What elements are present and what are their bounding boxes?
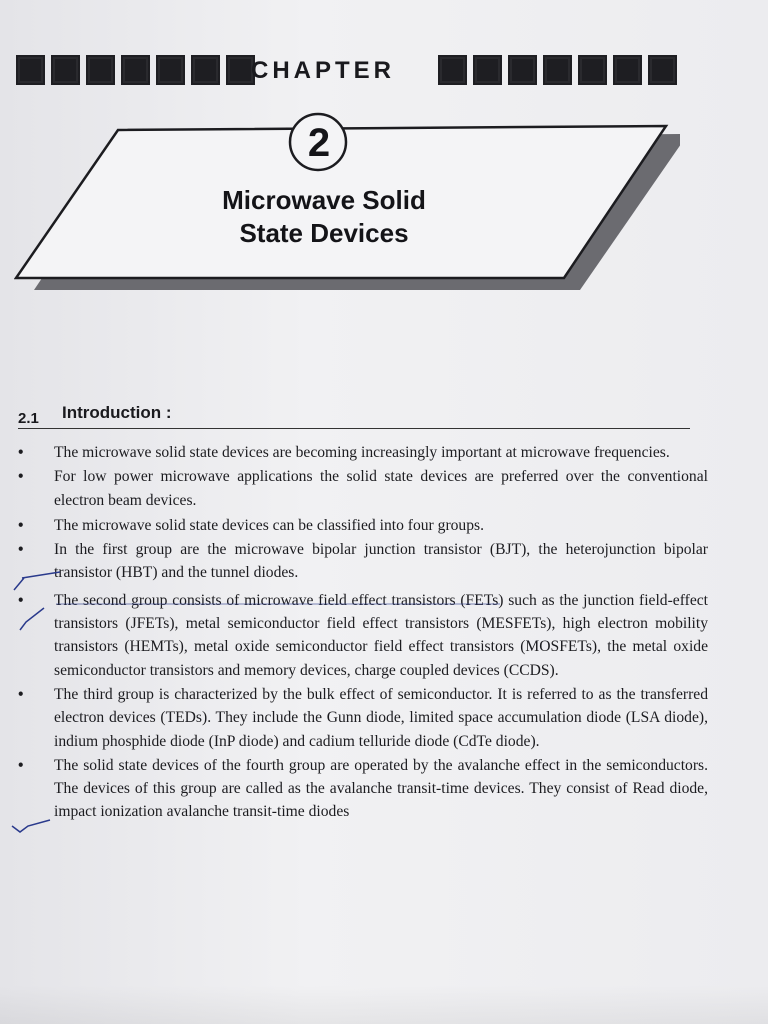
list-item-text: For low power microwave applications the solid state devices are preferred over the conventional electron beam devices. — [54, 468, 708, 509]
bullet-icon: • — [18, 516, 24, 534]
bullet-icon: • — [18, 444, 24, 461]
page-shadow — [0, 985, 768, 1024]
bullet-icon: • — [18, 591, 24, 609]
list-item-text: The microwave solid state devices are becoming increasingly important at microwave frequencies. — [54, 444, 670, 461]
bullet-icon: • — [18, 541, 24, 559]
bullet-icon: • — [18, 468, 24, 486]
bullet-icon: • — [18, 756, 24, 774]
list-item-text: In the first group are the microwave bipolar junction transistor (BJT), the heterojunction bipolar transistor (HBT) and the tunnel diodes. — [54, 541, 708, 582]
list-item-text: The solid state devices of the fourth group are operated by the avalanche effect in the semiconductors. The devices of this group are called as the avalanche transit-time devices. They consist of Read diode, impact ionization avalanche transit-time diodes — [54, 756, 708, 821]
bullet-icon: • — [18, 685, 24, 703]
list-item-text: The second group consists of microwave field effect transistors (FETs) such as the junction field-effect transistors (JFETs), metal semiconductor field effect transistors (MESFETs), high electron mobility transistors (HEMTs), metal oxide semiconductor field effect transistors (MOSFETs), the metal oxide semiconductor transistors and memory devices, charge coupled devices (CCDS). — [54, 591, 708, 679]
chapter-label: CHAPTER — [251, 57, 396, 84]
chapter-title-line2: State Devices — [239, 218, 409, 248]
section-number: 2.1 — [18, 410, 39, 427]
section-title: Introduction : — [62, 403, 172, 422]
list-item-text: The third group is characterized by the bulk effect of semiconductor. It is referred to as the transferred electron devices (TEDs). They include the Gunn diode, limited space accumulation diode (LSA diode), indium phosphide diode (InP diode) and cadium telluride diode (CdTe diode). — [54, 685, 708, 750]
chapter-number: 2 — [307, 121, 331, 165]
chapter-title-line1: Microwave Solid — [222, 185, 426, 215]
list-item-text: The microwave solid state devices can be classified into four groups. — [54, 516, 484, 534]
